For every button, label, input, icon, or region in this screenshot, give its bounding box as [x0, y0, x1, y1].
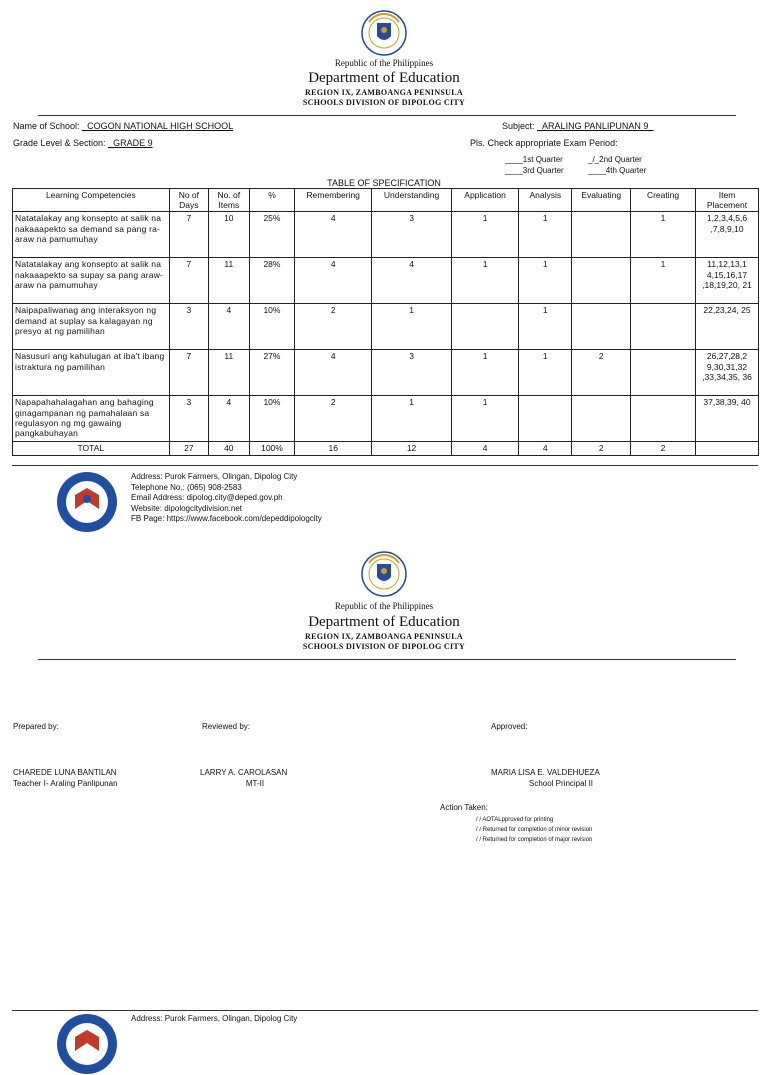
- application-cell: 1: [452, 350, 519, 396]
- creating-cell: [631, 396, 696, 442]
- application-cell: 1: [452, 212, 519, 258]
- table-row: [13, 396, 759, 442]
- reviewed-title: MT-II: [245, 779, 265, 788]
- footer-email: Email Address: dipolog.city@deped.gov.ph: [131, 493, 283, 502]
- percent-cell: 25%: [249, 212, 295, 258]
- division-logo-icon: [55, 1013, 119, 1075]
- total-application: 4: [452, 442, 519, 455]
- competency-cell: Nasusuri ang kahulugan at iba't ibang istraktura ng pamilihan: [13, 350, 170, 396]
- percent-cell: 28%: [249, 258, 295, 304]
- region-text: REGION IX, ZAMBOANGA PENINSULA: [305, 632, 463, 641]
- header-cell: No of Days: [169, 189, 208, 212]
- percent-cell: 10%: [249, 396, 295, 442]
- total-items: 40: [209, 442, 249, 455]
- analysis-cell: [519, 396, 572, 442]
- header-cell: %: [249, 189, 295, 212]
- creating-cell: [631, 304, 696, 350]
- action-item-major: / / Returned for completion of major revision: [476, 837, 593, 843]
- school-field: [13, 121, 322, 131]
- remembering-cell: 4: [295, 212, 372, 258]
- department-title: Department of Education: [308, 70, 460, 86]
- grade-value: _GRADE 9: [108, 138, 153, 148]
- school-value: _COGON NATIONAL HIGH SCHOOL: [82, 121, 234, 131]
- approved-label: Approved:: [491, 722, 528, 731]
- subject-field: [502, 121, 653, 131]
- creating-cell: [631, 350, 696, 396]
- total-creating: 2: [631, 442, 696, 455]
- exam-period-label: Pls. Check appropriate Exam Period:: [470, 138, 618, 148]
- deped-seal-icon: [361, 10, 407, 56]
- division-logo-icon: [55, 471, 119, 533]
- remembering-cell: 4: [295, 350, 372, 396]
- table-row: [13, 350, 759, 396]
- school-label: Name of School:: [13, 121, 80, 131]
- placement-cell: 22,23,24, 25: [696, 304, 759, 350]
- analysis-cell: 1: [519, 212, 572, 258]
- quarter-1: ____1st Quarter: [505, 155, 563, 164]
- items-cell: 4: [209, 304, 249, 350]
- understanding-cell: 4: [372, 258, 452, 304]
- table-title: TABLE OF SPECIFICATION: [327, 178, 441, 188]
- table-header-row: [13, 189, 759, 212]
- footer-telephone: Telephone No.: (065) 908-2583: [131, 482, 242, 492]
- remembering-cell: 4: [295, 258, 372, 304]
- application-cell: 1: [452, 396, 519, 442]
- quarter-3: ____3rd Quarter: [505, 166, 564, 175]
- action-list: [476, 815, 592, 845]
- items-cell: 4: [209, 396, 249, 442]
- action-item-minor: / / Returned for completion of minor revision: [476, 827, 593, 833]
- footer-fb: FB Page: https://www.facebook.com/depeddipologcity: [131, 514, 322, 523]
- days-cell: 7: [169, 258, 208, 304]
- footer-address: Address: Purok Farmers, Olingan, Dipolog City: [131, 1014, 298, 1023]
- reviewed-name: LARRY A. CAROLASAN: [200, 768, 288, 777]
- total-days: 27: [169, 442, 208, 455]
- division-text: SCHOOLS DIVISION OF DIPOLOG CITY: [302, 98, 466, 107]
- region-text: REGION IX, ZAMBOANGA PENINSULA: [305, 88, 463, 97]
- items-cell: 10: [209, 212, 249, 258]
- subject-label: Subject:: [502, 121, 535, 131]
- percent-cell: 10%: [249, 304, 295, 350]
- grade-field: [13, 138, 334, 148]
- application-cell: 1: [452, 258, 519, 304]
- total-placement: [696, 442, 759, 455]
- total-evaluating: 2: [572, 442, 631, 455]
- competency-cell: Natatalakay ang konsepto at salik na nakaaapekto sa supay sa pang araw-araw na pamumuhay: [13, 258, 170, 304]
- subject-value: _ARALING PANLIPUNAN 9_: [537, 121, 654, 131]
- creating-cell: 1: [631, 212, 696, 258]
- division-text: SCHOOLS DIVISION OF DIPOLOG CITY: [302, 642, 466, 651]
- republic-text: Republic of the Philippines: [334, 58, 434, 68]
- footer-contact: [131, 472, 322, 525]
- header-cell: Item Placement: [696, 189, 759, 212]
- creating-cell: 1: [631, 258, 696, 304]
- remembering-cell: 2: [295, 304, 372, 350]
- understanding-cell: 3: [372, 350, 452, 396]
- prepared-label: Prepared by:: [13, 722, 59, 731]
- analysis-cell: 1: [519, 350, 572, 396]
- placement-cell: 1,2,3,4,5,6 ,7,8,9,10: [696, 212, 759, 258]
- remembering-cell: 2: [295, 396, 372, 442]
- evaluating-cell: [572, 212, 631, 258]
- footer-address: Address: Purok Farmers, Olingan, Dipolog City: [131, 472, 298, 481]
- grade-label: Grade Level & Section:: [13, 138, 106, 148]
- competency-cell: Naipapaliwanag ang interaksyon ng demand at suplay sa kalagayan ng presyo at ng pamilihan: [13, 304, 170, 350]
- republic-text: Republic of the Philippines: [334, 601, 434, 611]
- percent-cell: 27%: [249, 350, 295, 396]
- days-cell: 7: [169, 350, 208, 396]
- total-understanding: 12: [372, 442, 452, 455]
- approved-name: MARIA LISA E. VALDEHUEZA: [491, 768, 600, 777]
- action-label: Action Taken:: [440, 803, 488, 812]
- approved-title: School Principal II: [528, 779, 594, 788]
- quarter-4: ____4th Quarter: [588, 166, 647, 175]
- header-cell: Learning Competencies: [13, 189, 170, 212]
- header-cell: Application: [452, 189, 519, 212]
- reviewed-label: Reviewed by:: [202, 722, 251, 731]
- total-label: TOTAL: [13, 442, 170, 455]
- department-title: Department of Education: [308, 614, 460, 630]
- analysis-cell: 1: [519, 258, 572, 304]
- header-cell: Creating: [631, 189, 696, 212]
- deped-seal-icon: [361, 551, 407, 597]
- placement-cell: 26,27,28,2 9,30,31,32 ,33,34,35, 36: [696, 350, 759, 396]
- total-percent: 100%: [249, 442, 295, 455]
- table-row: [13, 258, 759, 304]
- header-cell: Remembering: [295, 189, 372, 212]
- header-cell: Analysis: [519, 189, 572, 212]
- application-cell: [452, 304, 519, 350]
- days-cell: 3: [169, 396, 208, 442]
- evaluating-cell: [572, 304, 631, 350]
- header-cell: Understanding: [372, 189, 452, 212]
- competency-cell: Natatalakay ang konsepto at salik na nakaaapekto sa demand sa pang ra-araw na pamumuhay: [13, 212, 170, 258]
- action-item-approved: / / AOTALpproved for printing: [476, 817, 554, 823]
- quarter-2: _/_2nd Quarter: [588, 155, 642, 164]
- days-cell: 3: [169, 304, 208, 350]
- items-cell: 11: [209, 258, 249, 304]
- total-analysis: 4: [519, 442, 572, 455]
- table-row: [13, 304, 759, 350]
- days-cell: 7: [169, 212, 208, 258]
- analysis-cell: 1: [519, 304, 572, 350]
- table-row: [13, 212, 759, 258]
- evaluating-cell: 2: [572, 350, 631, 396]
- header-cell: Evaluating: [572, 189, 631, 212]
- total-row: [13, 442, 759, 455]
- prepared-title: Teacher I- Araling Panlipunan: [13, 779, 118, 788]
- placement-cell: 11,12,13,1 4,15,16,17 ,18,19,20, 21: [696, 258, 759, 304]
- total-remembering: 16: [295, 442, 372, 455]
- understanding-cell: 1: [372, 304, 452, 350]
- footer-website: Website: dipologcitydivision.net: [131, 503, 243, 513]
- prepared-name: CHAREDE LUNA BANTILAN: [13, 768, 117, 777]
- understanding-cell: 1: [372, 396, 452, 442]
- header-cell: No. of Items: [209, 189, 249, 212]
- evaluating-cell: [572, 396, 631, 442]
- placement-cell: 37,38,39, 40: [696, 396, 759, 442]
- specification-table: [12, 188, 759, 456]
- understanding-cell: 3: [372, 212, 452, 258]
- competency-cell: Napapahahalagahan ang bahaging ginagampanan ng pamahalaan sa regulasyon ng mg gawaing pangkabuhayan: [13, 396, 170, 442]
- evaluating-cell: [572, 258, 631, 304]
- items-cell: 11: [209, 350, 249, 396]
